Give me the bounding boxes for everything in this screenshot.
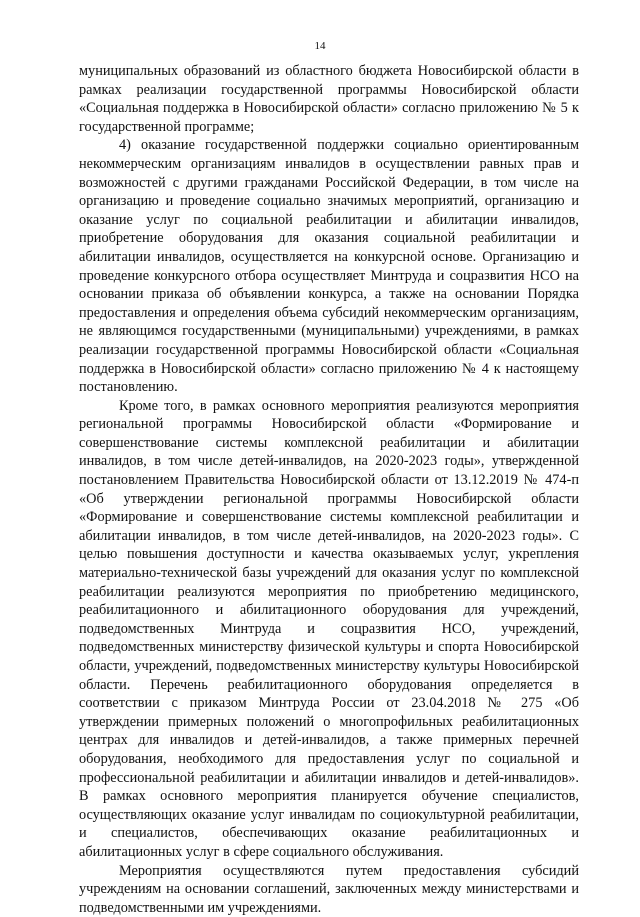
page-number: 14	[314, 40, 326, 52]
paragraph-subsidies: Мероприятия осуществляются путем предоставления субсидий учреждениям на основании соглашений, заключенных между министерствами и подведомственными им учреждениями.	[79, 862, 579, 916]
paragraph-item-4: 4) оказание государственной поддержки социально ориентированным некоммерческим организациям инвалидов в осуществлении равных прав и возможностей с другими гражданами Российской Федерации, в том числе на организацию и проведение социально значимых мероприятий, организацию и оказание услуг по социальной реабилитации и абилитации инвалидов, приобретение оборудования для оказания социальной реабилитации и абилитации инвалидов, осуществляется на конкурсной основе. Организацию и проведение конкурсного отбора осуществляет Минтруда и соцразвития НСО на основании приказа об объявлении конкурса, а также на основании Порядка предоставления и определения объема субсидий некоммерческим организациям, не являющимся государственными (муниципальными) учреждениями, в рамках реализации государственной программы Новосибирской области «Социальная поддержка в Новосибирской области» согласно приложению № 4 к настоящему постановлению.	[79, 137, 579, 396]
document-body	[79, 62, 579, 917]
paragraph-regional-program: Кроме того, в рамках основного мероприятия реализуются мероприятия региональной программы Новосибирской области «Формирование и совершенствование системы комплексной реабилитации и абилитации инвалидов, в том числе детей-инвалидов, на 2020-2023 годы», утвержденной постановлением Правительства Новосибирской области от 13.12.2019 № 474-п «Об утверждении региональной программы Новосибирской области «Формирование и совершенствование системы комплексной реабилитации и абилитации инвалидов, в том числе детей-инвалидов, на 2020-2023 годы». С целью повышения доступности и качества оказываемых услуг, укрепления материально-технической базы учреждений для оказания услуг по комплексной реабилитации реализуются мероприятия по приобретению медицинского, реабилитационного и абилитационного оборудования для учреждений, подведомственных Минтруда и соцразвития НСО, учреждений, подведомственных министерству физической культуры и спорта Новосибирской области, учреждений, подведомственных министерству культуры Новосибирской области. Перечень реабилитационного оборудования определяется в соответствии с приказом Минтруда России от 23.04.2018 № 275 «Об утверждении примерных положений о многопрофильных реабилитационных центрах для инвалидов и детей-инвалидов, а также примерных перечней оборудования, необходимого для предоставления услуг по социальной и профессиональной реабилитации и абилитации инвалидов и детей-инвалидов». В рамках основного мероприятия планируется обучение специалистов, осуществляющих оказание услуг инвалидам по социокультурной реабилитации, и специалистов, обеспечивающих оказание реабилитационных и абилитационных услуг в сфере социального обслуживания.	[79, 397, 579, 860]
paragraph-continuation: муниципальных образований из областного бюджета Новосибирской области в рамках реализации государственной программы Новосибирской области «Социальная поддержка в Новосибирской области» согласно приложению № 5 к государственной программе;	[79, 63, 579, 135]
